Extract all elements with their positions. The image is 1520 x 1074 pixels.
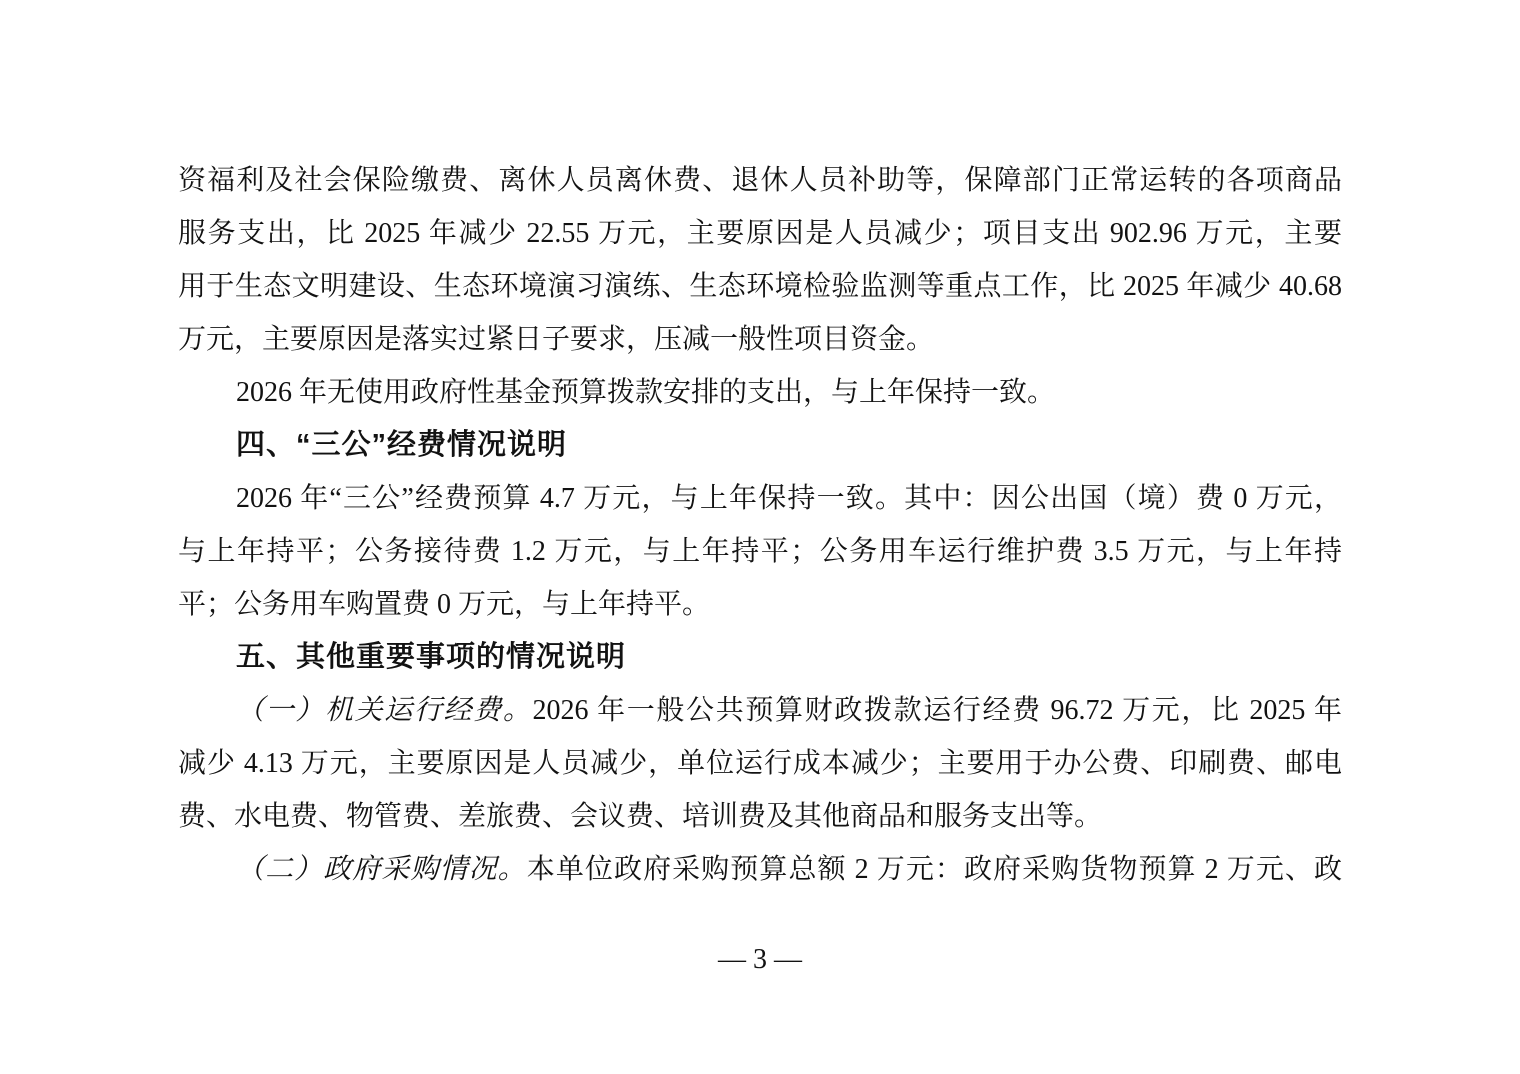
text-line: 减少 4.13 万元，主要原因是人员减少，单位运行成本减少；主要用于办公费、印刷费、邮电: [178, 748, 1342, 779]
text-line: [178, 843, 1342, 896]
text-line: 用于生态文明建设、生态环境演习演练、生态环境检验监测等重点工作，比 2025 年减少 40.68: [178, 271, 1342, 302]
text-line: 万元，主要原因是落实过紧日子要求，压减一般性项目资金。: [178, 324, 935, 355]
text-line: 2026 年“三公”经费预算 4.7 万元，与上年保持一致。其中：因公出国（境）费 0 万元，: [236, 483, 1342, 514]
text-line: 2026 年无使用政府性基金预算拨款安排的支出，与上年保持一致。: [236, 377, 1056, 408]
text-segment: 2026 年一般公共预算财政拨款运行经费 96.72 万元，比 2025 年: [532, 695, 1342, 726]
text-line: 费、水电费、物管费、差旅费、会议费、培训费及其他商品和服务支出等。: [178, 801, 1103, 832]
text-line: 服务支出，比 2025 年减少 22.55 万元，主要原因是人员减少；项目支出 902.96 万元，主要: [178, 218, 1342, 249]
text-segment: 本单位政府采购预算总额 2 万元：政府采购货物预算 2 万元、政: [526, 854, 1342, 885]
text-line: 与上年持平；公务接待费 1.2 万元，与上年持平；公务用车运行维护费 3.5 万元，与上年持: [178, 536, 1342, 567]
section-heading-sangong-funds: 四、“三公”经费情况说明: [236, 429, 568, 461]
text-line: 资福利及社会保险缴费、离休人员离休费、退休人员补助等，保障部门正常运转的各项商品: [178, 165, 1342, 196]
section-heading-other-matters: 五、其他重要事项的情况说明: [236, 641, 627, 673]
list-item-lead-label: （一）机关运行经费。: [236, 695, 533, 726]
text-line: [178, 684, 1342, 737]
page-number: — 3 —: [718, 944, 802, 975]
text-line: 平；公务用车购置费 0 万元，与上年持平。: [178, 589, 711, 620]
page-body: [178, 154, 1342, 896]
list-item-lead-label: （二）政府采购情况。: [236, 854, 527, 885]
